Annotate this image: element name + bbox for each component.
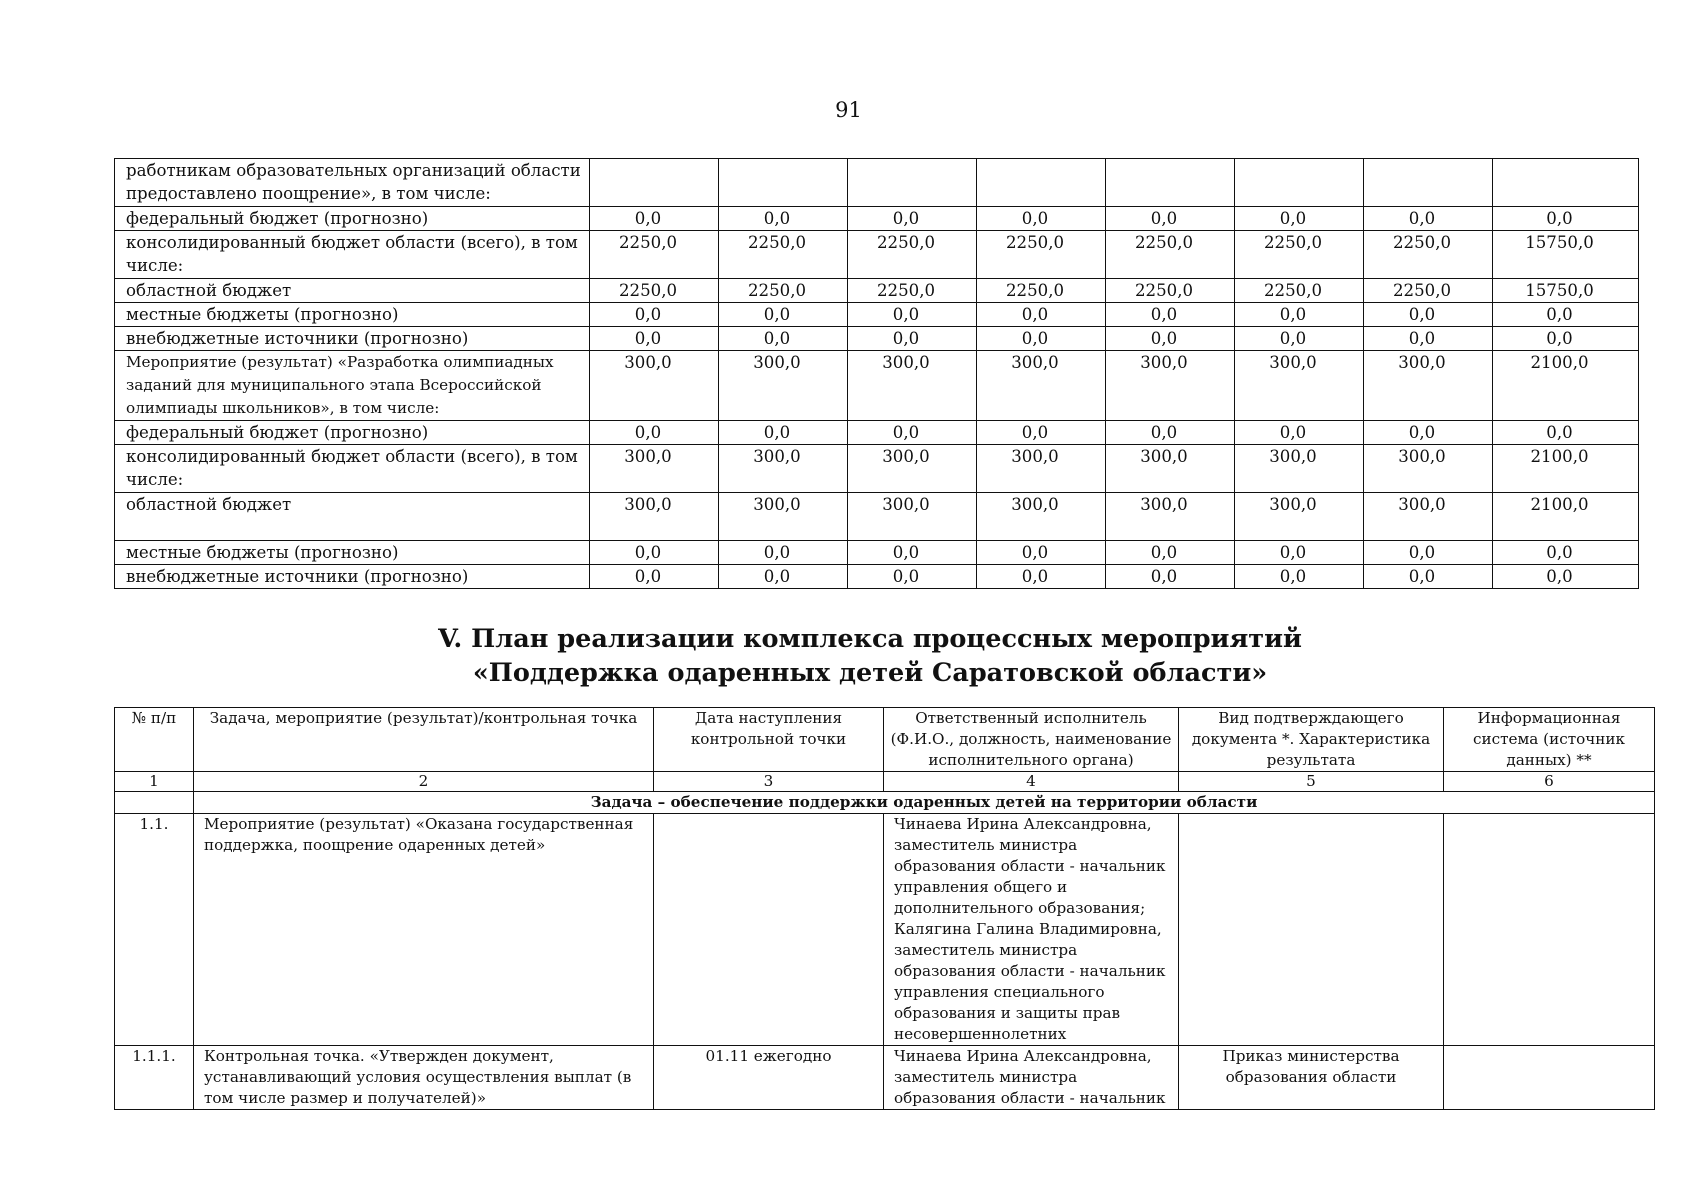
- column-number: 3: [654, 772, 884, 792]
- task-title: Задача – обеспечение поддержки одаренных детей на территории области: [194, 792, 1655, 814]
- budget-row: [115, 159, 1639, 207]
- plan-row-date: [654, 814, 884, 1046]
- column-number: 5: [1179, 772, 1444, 792]
- budget-row-value: 0,0: [590, 565, 719, 589]
- column-number: 4: [884, 772, 1179, 792]
- budget-row-label: работникам образовательных организаций области предоставлено поощрение», в том числе:: [115, 159, 590, 207]
- budget-row: [115, 445, 1639, 493]
- budget-row-value: 300,0: [590, 351, 719, 421]
- budget-row-value: 2250,0: [848, 279, 977, 303]
- budget-row-value: 0,0: [1235, 565, 1364, 589]
- task-row-blank: [115, 792, 194, 814]
- budget-row-value: 0,0: [719, 327, 848, 351]
- budget-row-value: 300,0: [590, 493, 719, 541]
- column-number: 1: [115, 772, 194, 792]
- plan-row-system: [1444, 814, 1655, 1046]
- budget-row-value: 0,0: [848, 327, 977, 351]
- budget-row-value: [848, 159, 977, 207]
- budget-row-label: областной бюджет: [115, 493, 590, 541]
- column-number: 2: [194, 772, 654, 792]
- budget-row-total: 2100,0: [1493, 445, 1639, 493]
- budget-row-value: [1235, 159, 1364, 207]
- header-executor: Ответственный исполнитель (Ф.И.О., должность, наименование исполнительного органа): [884, 708, 1179, 772]
- budget-row-total: 15750,0: [1493, 279, 1639, 303]
- budget-row-value: 0,0: [1235, 541, 1364, 565]
- budget-row-value: 0,0: [1106, 303, 1235, 327]
- section-title: [0, 622, 1697, 690]
- budget-row-value: 0,0: [719, 541, 848, 565]
- budget-row-value: 300,0: [1364, 445, 1493, 493]
- budget-row-value: 300,0: [848, 445, 977, 493]
- budget-row-value: 0,0: [1106, 421, 1235, 445]
- plan-row-executor: Чинаева Ирина Александровна, заместитель министра образования области - начальник: [884, 1046, 1179, 1110]
- budget-row-value: 0,0: [590, 421, 719, 445]
- section-title-line-1: V. План реализации комплекса процессных мероприятий: [438, 624, 1302, 654]
- budget-row-value: 0,0: [977, 421, 1106, 445]
- budget-row-value: 0,0: [719, 303, 848, 327]
- plan-row-1-1-1: [115, 1046, 1655, 1110]
- budget-row-value: 300,0: [590, 445, 719, 493]
- budget-row-label: консолидированный бюджет области (всего), в том числе:: [115, 231, 590, 279]
- budget-row-value: 300,0: [977, 351, 1106, 421]
- plan-table: [114, 707, 1655, 1110]
- budget-row: [115, 421, 1639, 445]
- budget-row: [115, 351, 1639, 421]
- budget-row-value: 2250,0: [590, 231, 719, 279]
- column-number: 6: [1444, 772, 1655, 792]
- budget-row-value: 0,0: [1364, 327, 1493, 351]
- budget-row-value: 300,0: [1235, 351, 1364, 421]
- header-task: Задача, мероприятие (результат)/контрольная точка: [194, 708, 654, 772]
- budget-row-value: 300,0: [1364, 351, 1493, 421]
- budget-row-value: 0,0: [977, 303, 1106, 327]
- plan-row-document: Приказ министерства образования области: [1179, 1046, 1444, 1110]
- budget-row-value: [719, 159, 848, 207]
- budget-row-value: 2250,0: [1235, 279, 1364, 303]
- budget-row: [115, 327, 1639, 351]
- budget-row-label: консолидированный бюджет области (всего), в том числе:: [115, 445, 590, 493]
- budget-row-value: 0,0: [1106, 565, 1235, 589]
- column-number-row: [115, 772, 1655, 792]
- budget-row-value: 300,0: [1364, 493, 1493, 541]
- plan-row-num: 1.1.: [115, 814, 194, 1046]
- budget-row-value: 2250,0: [719, 279, 848, 303]
- budget-row: [115, 279, 1639, 303]
- budget-row-value: 0,0: [719, 207, 848, 231]
- task-row: [115, 792, 1655, 814]
- budget-row-value: 2250,0: [977, 279, 1106, 303]
- budget-row-total: [1493, 159, 1639, 207]
- budget-row-value: 0,0: [1235, 207, 1364, 231]
- budget-row-label: внебюджетные источники (прогнозно): [115, 565, 590, 589]
- budget-row-value: 300,0: [1235, 493, 1364, 541]
- budget-row-value: [590, 159, 719, 207]
- header-date: Дата наступления контрольной точки: [654, 708, 884, 772]
- plan-row-name: Контрольная точка. «Утвержден документ, устанавливающий условия осуществления выплат (в том числе размер и получателей)»: [194, 1046, 654, 1110]
- section-title-line-2: «Поддержка одаренных детей Саратовской области»: [472, 658, 1268, 688]
- budget-row-value: 0,0: [848, 207, 977, 231]
- budget-row-value: 0,0: [590, 207, 719, 231]
- plan-row-system: [1444, 1046, 1655, 1110]
- budget-row-total: 15750,0: [1493, 231, 1639, 279]
- budget-row-value: 0,0: [1235, 303, 1364, 327]
- plan-row-name: Мероприятие (результат) «Оказана государственная поддержка, поощрение одаренных детей»: [194, 814, 654, 1046]
- budget-row-value: 0,0: [977, 541, 1106, 565]
- budget-row: [115, 541, 1639, 565]
- budget-row-value: 2250,0: [719, 231, 848, 279]
- budget-row: [115, 303, 1639, 327]
- budget-row-value: 0,0: [977, 207, 1106, 231]
- budget-row-total: 0,0: [1493, 541, 1639, 565]
- budget-row: [115, 207, 1639, 231]
- budget-row-value: 0,0: [848, 565, 977, 589]
- budget-row-value: 0,0: [848, 541, 977, 565]
- budget-row-label: федеральный бюджет (прогнозно): [115, 207, 590, 231]
- budget-row-value: [1364, 159, 1493, 207]
- budget-row-value: 300,0: [1106, 445, 1235, 493]
- budget-row-value: [977, 159, 1106, 207]
- budget-row-value: 0,0: [1235, 327, 1364, 351]
- budget-row-value: 300,0: [1235, 445, 1364, 493]
- budget-row-value: 0,0: [1364, 541, 1493, 565]
- budget-row-value: 0,0: [1364, 303, 1493, 327]
- budget-row: [115, 493, 1639, 541]
- budget-row-value: 0,0: [1235, 421, 1364, 445]
- budget-row-total: 2100,0: [1493, 351, 1639, 421]
- header-num: № п/п: [115, 708, 194, 772]
- budget-row-value: 0,0: [848, 303, 977, 327]
- budget-row-value: 300,0: [1106, 351, 1235, 421]
- budget-row-label: местные бюджеты (прогнозно): [115, 541, 590, 565]
- budget-row-value: 0,0: [1106, 207, 1235, 231]
- budget-row-value: 0,0: [848, 421, 977, 445]
- header-system: Информационная система (источник данных) **: [1444, 708, 1655, 772]
- plan-row-date: 01.11 ежегодно: [654, 1046, 884, 1110]
- budget-row-value: 2250,0: [1364, 279, 1493, 303]
- budget-row-value: 0,0: [719, 565, 848, 589]
- budget-row-value: 300,0: [977, 445, 1106, 493]
- budget-row-label: федеральный бюджет (прогнозно): [115, 421, 590, 445]
- budget-row-value: 0,0: [1364, 565, 1493, 589]
- budget-table: [114, 158, 1639, 589]
- budget-row-value: 0,0: [1364, 207, 1493, 231]
- budget-row-value: 2250,0: [1364, 231, 1493, 279]
- budget-row-value: 0,0: [977, 327, 1106, 351]
- budget-row-label: местные бюджеты (прогнозно): [115, 303, 590, 327]
- budget-row-total: 0,0: [1493, 327, 1639, 351]
- budget-row-total: 0,0: [1493, 207, 1639, 231]
- budget-row-total: 0,0: [1493, 565, 1639, 589]
- budget-row-value: 300,0: [977, 493, 1106, 541]
- budget-row-value: 300,0: [1106, 493, 1235, 541]
- budget-row-value: 300,0: [719, 445, 848, 493]
- budget-row-value: [1106, 159, 1235, 207]
- budget-row-value: 0,0: [719, 421, 848, 445]
- header-document: Вид подтверждающего документа *. Характеристика результата: [1179, 708, 1444, 772]
- budget-row-value: 0,0: [1106, 327, 1235, 351]
- budget-row-value: 0,0: [590, 541, 719, 565]
- page-number: 91: [835, 98, 862, 122]
- budget-row-value: 2250,0: [1106, 231, 1235, 279]
- budget-row-value: 2250,0: [1106, 279, 1235, 303]
- budget-row-value: 0,0: [977, 565, 1106, 589]
- budget-row: [115, 565, 1639, 589]
- budget-row-value: 0,0: [1364, 421, 1493, 445]
- budget-row-total: 0,0: [1493, 303, 1639, 327]
- plan-row-executor: Чинаева Ирина Александровна, заместитель министра образования области - начальник управления общего и дополнительного образования; Калягина Галина Владимировна, заместитель министра образования области - начальник управления специального образования и защиты прав несовершеннолетних: [884, 814, 1179, 1046]
- plan-row-1-1: [115, 814, 1655, 1046]
- budget-row-value: 0,0: [1106, 541, 1235, 565]
- budget-row-label: Мероприятие (результат) «Разработка олимпиадных заданий для муниципального этапа Всероссийской олимпиады школьников», в том числе:: [115, 351, 590, 421]
- budget-row-value: 2250,0: [848, 231, 977, 279]
- plan-header-row: [115, 708, 1655, 772]
- budget-row-value: 300,0: [719, 493, 848, 541]
- budget-row-value: 0,0: [590, 327, 719, 351]
- budget-row-value: 300,0: [848, 351, 977, 421]
- plan-row-document: [1179, 814, 1444, 1046]
- budget-row-label: областной бюджет: [115, 279, 590, 303]
- budget-row-value: 0,0: [590, 303, 719, 327]
- budget-row-value: 300,0: [848, 493, 977, 541]
- plan-row-num: 1.1.1.: [115, 1046, 194, 1110]
- budget-row-value: 300,0: [719, 351, 848, 421]
- budget-row: [115, 231, 1639, 279]
- budget-row-total: 0,0: [1493, 421, 1639, 445]
- budget-row-value: 2250,0: [590, 279, 719, 303]
- budget-row-value: 2250,0: [977, 231, 1106, 279]
- budget-row-label: внебюджетные источники (прогнозно): [115, 327, 590, 351]
- budget-row-total: 2100,0: [1493, 493, 1639, 541]
- budget-row-value: 2250,0: [1235, 231, 1364, 279]
